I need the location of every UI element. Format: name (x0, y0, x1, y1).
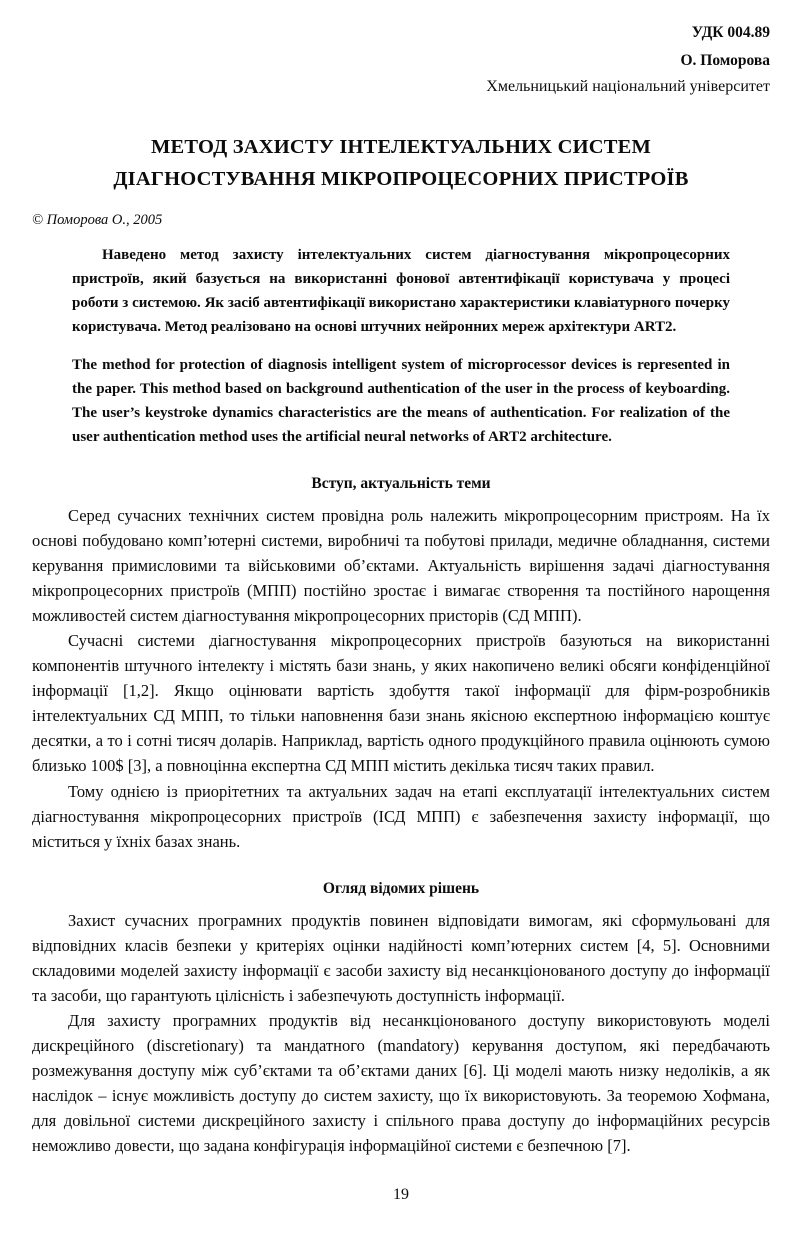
udc-label: УДК 004.89 (691, 24, 770, 41)
review-paragraph-2: Для захисту програмних продуктів від несанкціонованого доступу використовують моделі дискреційного (discretionary) та мандатного (mandatory) керування доступом, які передбачають розмежування доступу між суб’єктами та об’єктами даних [6]. Ці моделі мають низку недоліків, а як наслідок – існує можливість доступу до систем захисту, що їх використовують. За теоремою Хофмана, для довільної системи дискреційного захисту і спільного права доступу до інформаційних ресурсів неможливо довести, що задана конфігурація інформаційної системи є безпечною [7]. (32, 1011, 770, 1156)
intro-paragraph-3: Тому однією із приорітетних та актуальних задач на етапі експлуатації інтелектуальних систем діагностування мікропроцесорних пристроїв (ІСД МПП) є забезпечення захисту інформації, що міститься у їхніх базах знань. (32, 781, 770, 851)
author-name: О. Поморова (680, 52, 770, 70)
paper-title-line-1: МЕТОД ЗАХИСТУ ІНТЕЛЕКТУАЛЬНИХ СИСТЕМ (150, 136, 652, 159)
intro-paragraph-2: Сучасні системи діагностування мікропроцесорних пристроїв базуються на використанні компонентів штучного інтелекту і містять бази знань, у яких накопичено великі обсяги конфіденційної інформації [1,2]. Якщо оцінювати вартість здобуття такої інформації для фірм-розробників інтелектуальних СД МПП, то тільки наповнення бази знань якісною експертною інформацією коштує десятки, а то і сотні тисяч доларів. Наприклад, вартість одного продукційного правила оцінюють сумою близько 100$ [3], а повноцінна експертна СД МПП містить декілька тисяч таких правил. (32, 631, 770, 776)
paper-header (32, 22, 770, 98)
abstract-english: The method for protection of diagnosis intelligent system of microprocessor devices is represented in the paper. This method based on background authentication of the user in the process of keyboarding. The user’s keystroke dynamics characteristics are the means of authentication. For realization of the user authentication method uses the artificial neural networks of ART2 architecture. (72, 356, 730, 445)
paper-title-line-2: ДІАГНОСТУВАННЯ МІКРОПРОЦЕСОРНИХ ПРИСТРОЇВ (113, 167, 689, 190)
page-number: 19 (393, 1186, 409, 1203)
paper-title (32, 132, 770, 196)
copyright-notice: © Поморова О., 2005 (32, 211, 163, 228)
intro-paragraph-1: Серед сучасних технічних систем провідна роль належить мікропроцесорним пристроям. На їх основі побудовано комп’ютерні системи, виробничі та побутові прилади, медичне обладнання, системи керування примисловими та військовими об’єктами. Актуальність вирішення задачі діагностування мікропроцесорних пристроїв (МПП) постійно зростає і вимагає створення та постійного нарощення можливостей систем діагностування мікропроцесорних присторів (СД МПП). (32, 505, 770, 625)
review-paragraph-1: Захист сучасних програмних продуктів повинен відповідати вимогам, які сформульовані для відповідних класів безпеки у критеріях оцінки надійності комп’ютерних систем [4, 5]. Основними складовими моделей захисту інформації є засоби захисту від несанкціонованого доступу до інформації та засоби, що гарантують цілісність і забезпечують доступність інформації. (32, 910, 770, 1005)
author-affiliation: Хмельницький національний університет (486, 77, 770, 95)
abstract-ukrainian: Наведено метод захисту інтелектуальних систем діагностування мікропроцесорних пристроїв, який базується на використанні фонової автентифікації користувача у процесі роботи з системою. Як засіб автентифікації використано характеристики клавіатурного почерку користувача. Метод реалізовано на основі штучних нейронних мереж архітектури ART2. (72, 246, 730, 335)
section-heading-review: Огляд відомих рішень (322, 879, 480, 897)
section-heading-intro: Вступ, актуальність теми (311, 474, 491, 492)
